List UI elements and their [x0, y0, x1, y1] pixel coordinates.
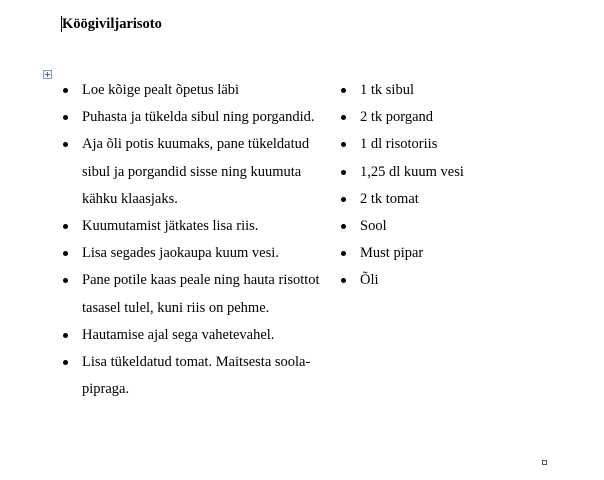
list-item[interactable]: Kuumutamist jätkates lisa riis.: [60, 213, 332, 240]
list-item[interactable]: Õli: [338, 267, 498, 294]
bullet-icon: [63, 142, 68, 147]
bullet-icon: [63, 115, 68, 120]
list-item[interactable]: Pane potile kaas peale ning hauta risottot tasasel tulel, kuni riis on pehme.: [60, 267, 332, 321]
list-item[interactable]: 1 tk sibul: [338, 77, 498, 104]
bullet-icon: [341, 224, 346, 229]
list-item[interactable]: Aja õli potis kuumaks, pane tükeldatud sibul ja porgandid sisse ning kuumuta kähku klaasjaks.: [60, 131, 332, 213]
bullet-icon: [341, 88, 346, 93]
list-item[interactable]: Lisa segades jaokaupa kuum vesi.: [60, 240, 332, 267]
bullet-icon: [341, 170, 346, 175]
recipe-title[interactable]: Köögiviljarisoto: [62, 16, 162, 32]
steps-list: [60, 77, 332, 403]
list-item[interactable]: Sool: [338, 213, 498, 240]
bullet-icon: [63, 278, 68, 283]
bullet-icon: [63, 360, 68, 365]
list-item[interactable]: Loe kõige pealt õpetus läbi: [60, 77, 332, 104]
bullet-icon: [341, 278, 346, 283]
bullet-icon: [63, 333, 68, 338]
table-move-handle-icon[interactable]: [43, 70, 52, 79]
list-item[interactable]: Puhasta ja tükelda sibul ning porgandid.: [60, 104, 332, 131]
end-of-cell-marker-icon: [542, 460, 547, 465]
list-item[interactable]: 1,25 dl kuum vesi: [338, 159, 498, 186]
list-item[interactable]: 1 dl risotoriis: [338, 131, 498, 158]
bullet-icon: [341, 251, 346, 256]
bullet-icon: [63, 224, 68, 229]
bullet-icon: [63, 88, 68, 93]
list-item[interactable]: Must pipar: [338, 240, 498, 267]
bullet-icon: [341, 115, 346, 120]
list-item[interactable]: 2 tk porgand: [338, 104, 498, 131]
list-item[interactable]: 2 tk tomat: [338, 186, 498, 213]
ingredients-list: [338, 77, 498, 295]
bullet-icon: [63, 251, 68, 256]
list-item[interactable]: Lisa tükeldatud tomat. Maitsesta soola-pipraga.: [60, 349, 332, 403]
bullet-icon: [341, 197, 346, 202]
list-item[interactable]: Hautamise ajal sega vahetevahel.: [60, 322, 332, 349]
bullet-icon: [341, 142, 346, 147]
